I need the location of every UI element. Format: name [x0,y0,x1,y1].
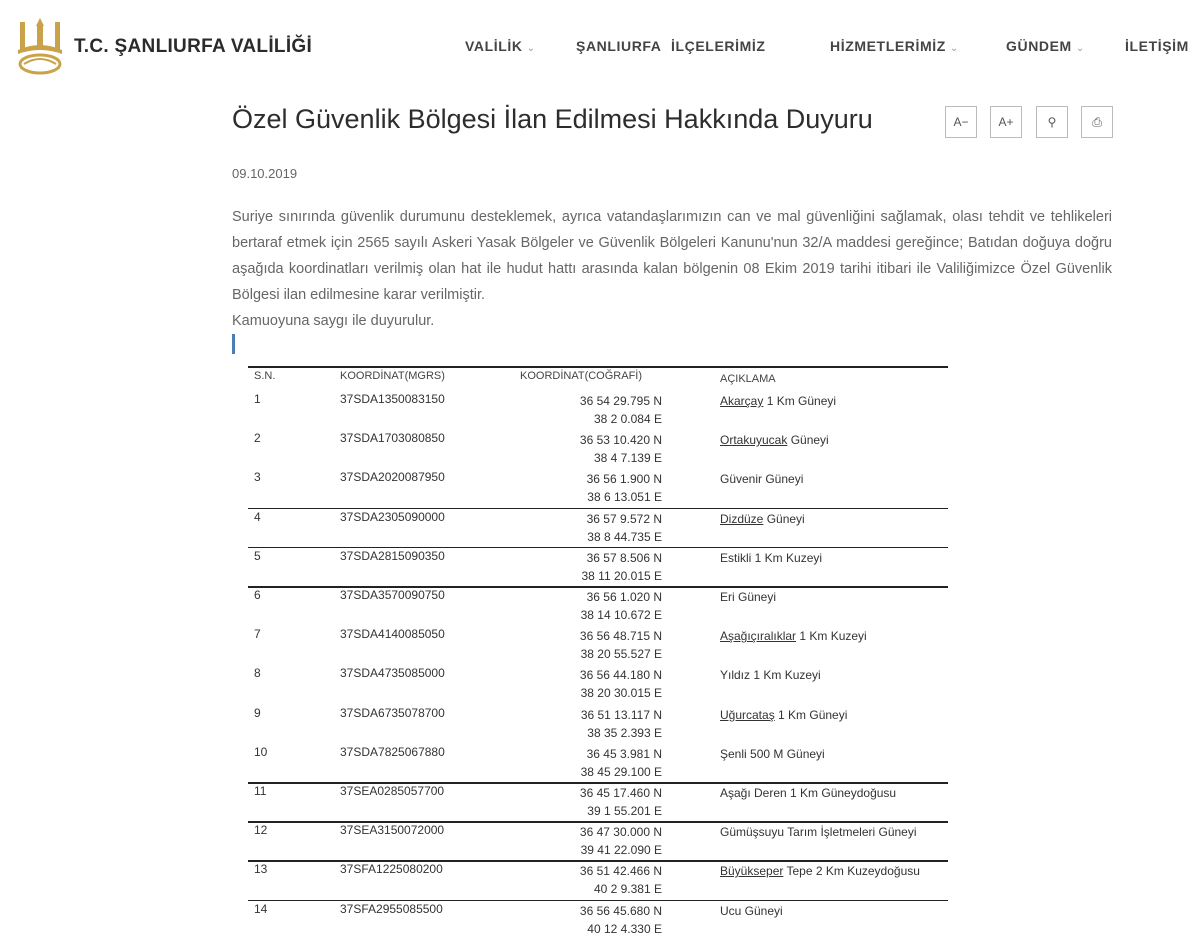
cell-lon: 38 8 44.735 E [587,529,662,544]
cell-mgrs: 37SDA2815090350 [340,548,445,563]
cell-no: 9 [254,705,261,720]
cell-desc: Şenli 500 M Güneyi [720,746,825,761]
place-link[interactable]: Ortakuyucak [720,433,788,448]
page-title: Özel Güvenlik Bölgesi İlan Edilmesi Hakkında Duyuru [232,104,873,134]
cell-lon: 38 45 29.100 E [580,764,662,779]
cell-geo [548,784,662,820]
nav-ilcelerimiz[interactable] [671,38,765,54]
publish-date: 09.10.2019 [232,166,298,181]
cell-mgrs: 37SDA3570090750 [340,588,445,602]
cell-lat: 36 57 9.572 N [586,511,662,526]
cell-no: 10 [254,744,268,759]
article-closing: Kamuoyuna saygı ile duyurulur. [232,313,435,329]
cell-geo [548,549,662,585]
nav-valilik[interactable] [465,38,536,54]
cell-mgrs: 37SDA1350083150 [340,392,445,406]
nav-gundem[interactable] [1006,38,1085,54]
header-desc: AÇIKLAMA [720,373,776,385]
nav-iletisim[interactable] [1125,38,1189,54]
cell-lat: 36 45 3.981 N [586,746,662,761]
cell-no: 11 [254,784,267,798]
cell-lon: 40 12 4.330 E [587,921,662,936]
cell-geo [548,902,662,938]
table-row [248,745,948,784]
cell-lat: 36 53 10.420 N [579,433,662,448]
cell-desc: Gümüşsuyu Tarım İşletmeleri Güneyi [720,825,917,840]
cell-no: 6 [254,588,261,602]
cell-desc: Eri Güneyi [720,590,777,604]
cell-geo [548,745,662,781]
accessibility-button[interactable] [1036,106,1068,138]
cell-no: 5 [254,548,261,563]
cell-lon: 38 6 13.051 E [587,490,662,505]
cell-desc: Ucu Güneyi [720,903,783,918]
table-row [248,902,948,941]
table-row [248,862,948,901]
cell-lon: 38 20 30.015 E [580,686,662,701]
header-no: S.N. [254,370,276,382]
cell-no: 14 [254,901,268,916]
header-geo: KOORDİNAT(COĞRAFİ) [520,370,643,382]
cell-lon: 38 11 20.015 E [581,568,662,583]
cell-desc: Akarçay 1 Km Güneyi [720,394,837,408]
cell-geo [548,588,662,624]
cell-geo [548,470,662,506]
table-row [248,706,948,745]
nav-label: HİZMETLERİMİZ [830,38,946,54]
place-link[interactable]: Uğurcataş [720,707,775,722]
cell-desc: Güvenir Güneyi [720,472,804,487]
cell-mgrs: 37SFA1225080200 [340,862,443,877]
cell-desc: Yıldız 1 Km Kuzeyi [720,668,821,683]
cell-mgrs: 37SDA7825067880 [340,744,445,759]
place-link[interactable]: Aşağıçıralıklar [720,629,797,644]
font-decrease-icon: A− [953,115,969,129]
cell-lat: 36 51 13.117 N [580,707,662,722]
header-mgrs: KOORDİNAT(MGRS) [340,370,445,382]
article-body [232,204,1112,334]
text-cursor [232,334,235,354]
cell-mgrs: 37SEA0285057700 [340,784,445,798]
table-row [248,588,948,627]
cell-mgrs: 37SDA4735085000 [340,666,445,681]
cell-geo [548,862,662,898]
nav-sanliurfa[interactable] [576,38,662,54]
cell-lat: 36 56 1.900 N [586,472,662,487]
cell-no: 13 [254,862,268,877]
cell-lon: 39 41 22.090 E [580,843,662,858]
cell-no: 3 [254,470,261,485]
cell-mgrs: 37SDA2020087950 [340,470,445,485]
cell-lon: 38 14 10.672 E [580,608,662,622]
cell-lat: 36 54 29.795 N [579,394,662,408]
nav-label: İLÇELERİMİZ [671,38,766,54]
font-decrease-button[interactable] [945,106,977,138]
site-header [0,0,1200,90]
cell-desc: Uğurcataş 1 Km Güneyi [720,707,848,722]
table-row [248,666,948,705]
cell-lat: 36 56 48.715 N [579,629,662,644]
cell-desc: Aşağı Deren 1 Km Güneydoğusu [720,786,897,800]
cell-no: 4 [254,509,261,524]
accessibility-icon: ⚲ [1047,115,1057,129]
table-row [248,392,948,431]
table-row [248,549,948,588]
cell-no: 1 [254,392,261,406]
cell-geo [548,431,662,467]
font-increase-icon: A+ [998,115,1014,129]
site-title[interactable]: T.C. ŞANLIURFA VALİLİĞİ [74,36,313,57]
cell-mgrs: 37SEA3150072000 [340,823,445,838]
cell-desc: Estikli 1 Km Kuzeyi [720,550,823,565]
cell-desc: Aşağıçıralıklar 1 Km Kuzeyi [720,629,867,644]
nav-label: ŞANLIURFA [576,38,662,54]
cell-desc: Ortakuyucak Güneyi [720,433,829,448]
cell-lat: 36 45 17.460 N [579,786,662,800]
cell-mgrs: 37SDA1703080850 [340,431,445,446]
cell-lat: 36 56 45.680 N [579,903,662,918]
nav-label: VALİLİK [465,38,523,54]
cell-geo [548,706,662,742]
place-link[interactable]: Dizdüze [720,511,764,526]
table-header [248,370,948,388]
cell-geo [548,510,662,546]
print-button[interactable] [1081,106,1113,138]
cell-mgrs: 37SDA4140085050 [340,627,445,642]
cell-lon: 39 1 55.201 E [587,804,662,818]
governorship-logo-icon[interactable] [14,14,66,76]
cell-mgrs: 37SFA2955085500 [340,901,443,916]
cell-lat: 36 56 44.180 N [579,668,662,683]
cell-no: 7 [254,627,261,642]
cell-no: 8 [254,666,261,681]
table-row [248,431,948,470]
chevron-down-icon: ⌄ [526,43,536,54]
font-increase-button[interactable] [990,106,1022,138]
cell-lon: 38 35 2.393 E [587,725,662,740]
nav-label: GÜNDEM [1006,38,1072,54]
cell-desc: Büyükseper Tepe 2 Km Kuzeydoğusu [720,864,920,879]
chevron-down-icon: ⌄ [949,43,959,54]
place-link[interactable]: Büyükseper [720,864,784,879]
cell-mgrs: 37SDA2305090000 [340,509,445,524]
table-row [248,627,948,666]
cell-geo [548,627,662,663]
cell-lat: 36 51 42.466 N [579,864,662,879]
print-icon: ⎙ [1092,114,1102,129]
cell-lat: 36 57 8.506 N [586,550,662,565]
cell-no: 2 [254,431,261,446]
cell-lon: 38 2 0.084 E [593,412,662,426]
table-top-rule [248,366,948,368]
article-paragraph: Suriye sınırında güvenlik durumunu desteklemek, ayrıca vatandaşlarımızın can ve mal güvenliğini sağlamak, olası tehdit ve tehlikeleri bertaraf etmek için 2565 sayılı Askeri Yasak Bölgeler ve Güvenlik Bölgeleri Kanunu'nun 32/A maddesi gereğince; Batıdan doğuya doğru aşağıda koordinatları verilmiş olan hat ile hudut hattı arasında kalan bölgenin 08 Ekim 2019 tarihi itibari ile Valiliğimizce Özel Güvenlik Bölgesi ilan edilmesine karar verilmiştir. [232,209,1112,303]
cell-geo [548,392,662,428]
cell-geo [548,823,662,859]
cell-mgrs: 37SDA6735078700 [340,705,445,720]
cell-lon: 38 20 55.527 E [580,647,662,662]
cell-lon: 40 2 9.381 E [593,882,662,897]
table-row [248,784,948,823]
table-row [248,470,948,509]
nav-label: İLETİŞİM [1125,38,1189,54]
cell-lon: 38 4 7.139 E [593,451,662,466]
cell-lat: 36 47 30.000 N [579,825,662,840]
chevron-down-icon: ⌄ [1075,43,1085,54]
nav-hizmetlerimiz[interactable] [830,38,959,54]
table-row [248,823,948,862]
place-link[interactable]: Akarçay [720,394,764,408]
cell-lat: 36 56 1.020 N [586,590,662,604]
cell-geo [548,666,662,702]
cell-no: 12 [254,823,268,838]
table-row [248,510,948,549]
cell-desc: Dizdüze Güneyi [720,511,805,526]
